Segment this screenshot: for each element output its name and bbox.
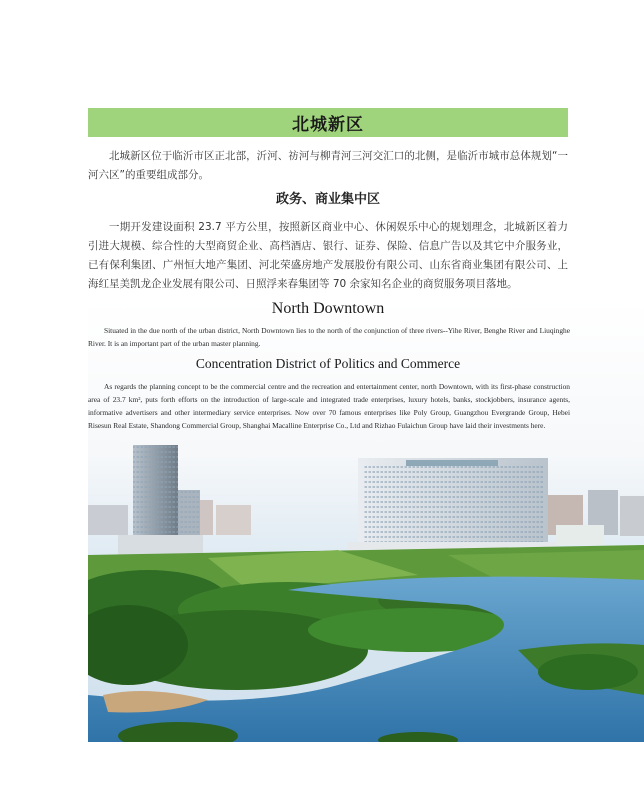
intro-paragraph-en: Situated in the due north of the urban district, North Downtown lies to the north of the conjunction of three rivers--Yihe River, Benghe River and Liuqinghe River. It is an important part of the urban master planning. [88, 326, 570, 348]
body-paragraph-en: As regards the planning concept to be the commercial centre and the recreation and entertainment center, north Downtown, with its first-phase construction area of 23.7 km², puts forth efforts on the introduction of large-scale and integrated trade enterprises, luxury hotels, banks, stockjobbers, insurance agents, informative advertisers and other intermediary service enterprises. Now over 70 famous enterprises like Poly Group, Guangzhou Evergrande Group, Hebei Risesun Real Estate, Shandong Commercial Group, Shanghai Macalline Enterprise Co., Ltd and Rizhao Fulaichun Group have laid their investments here. [88, 382, 570, 430]
subtitle-zh: 政务、商业集中区 [275, 192, 380, 207]
section-title: 北城新区 [292, 115, 364, 135]
subtitle-en: Concentration District of Politics and Commerce [195, 356, 461, 371]
intro-paragraph-zh: 北城新区位于临沂市区正北部，沂河、祊河与柳青河三河交汇口的北侧，是临沂市城市总体规划“一河六区”的重要组成部分。 [88, 150, 568, 181]
title-en: North Downtown [271, 300, 385, 317]
body-paragraph-zh: 一期开发建设面积 23.7 平方公里，按照新区商业中心、休闲娱乐中心的规划理念，北城新区着力引进大规模、综合性的大型商贸企业、高档酒店、银行、证券、保险、信息广告以及其它中介服务业，已有保利集团、广州恒大地产集团、河北荣盛房地产发展股份有限公司、山东省商业集团有限公司、上海红星美凯龙企业发展有限公司、日照浮来春集团等 70 余家知名企业的商贸服务项目落地。 [88, 221, 568, 290]
section-title-banner [88, 108, 568, 137]
